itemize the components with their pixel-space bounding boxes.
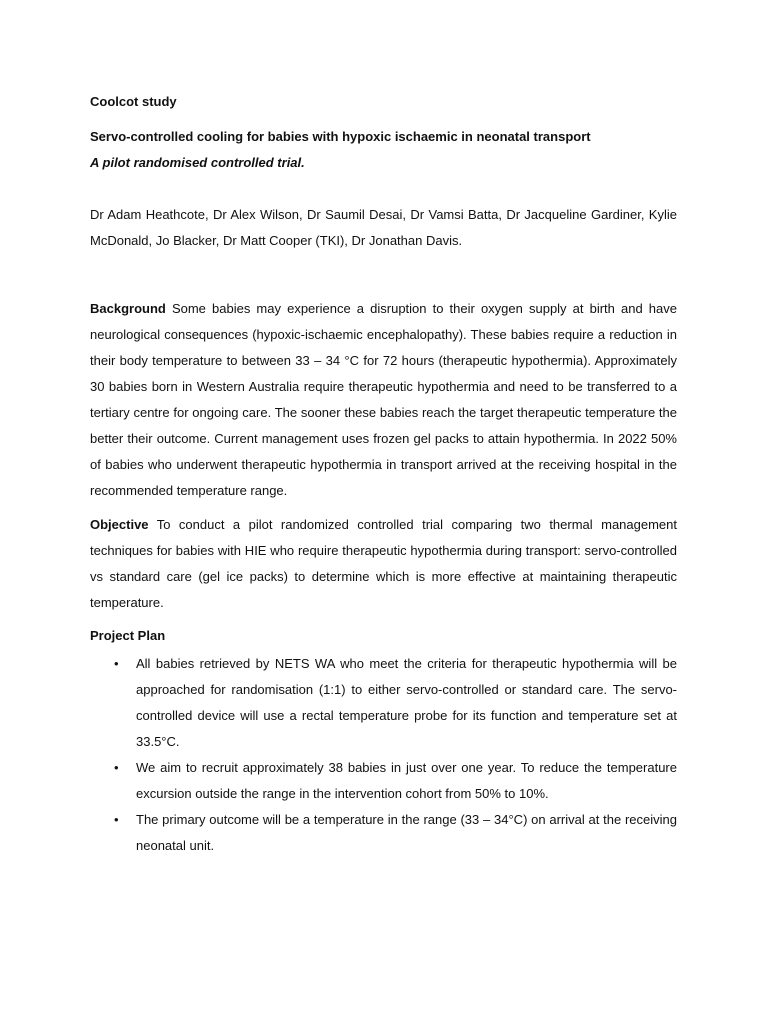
background-section [90, 296, 677, 504]
bullet-icon: • [114, 812, 119, 827]
bullet-icon: • [114, 656, 119, 671]
list-item [90, 807, 677, 859]
study-title: Coolcot study [90, 94, 177, 109]
paper-title: Servo-controlled cooling for babies with hypoxic ischaemic in neonatal transport [90, 129, 591, 144]
objective-section [90, 512, 677, 616]
bullet-icon: • [114, 760, 119, 775]
list-item-text: We aim to recruit approximately 38 babies in just over one year. To reduce the temperature excursion outside the range in the intervention cohort from 50% to 10%. [136, 760, 677, 801]
background-label: Background [90, 301, 166, 316]
author-list: Dr Adam Heathcote, Dr Alex Wilson, Dr Saumil Desai, Dr Vamsi Batta, Dr Jacqueline Gardiner, Kylie McDonald, Jo Blacker, Dr Matt Cooper (TKI), Dr Jonathan Davis. [90, 207, 677, 248]
project-plan-heading: Project Plan [90, 628, 166, 643]
paper-subtitle: A pilot randomised controlled trial. [90, 155, 305, 170]
objective-label: Objective [90, 517, 149, 532]
list-item-text: The primary outcome will be a temperature in the range (33 – 34°C) on arrival at the receiving neonatal unit. [136, 812, 677, 853]
list-item [90, 755, 677, 807]
list-item [90, 651, 677, 755]
background-text: Some babies may experience a disruption to their oxygen supply at birth and have neurological consequences (hypoxic-ischaemic encephalopathy). These babies require a reduction in their body temperature to between 33 – 34 °C for 72 hours (therapeutic hypothermia). Approximately 30 babies born in Western Australia require therapeutic hypothermia and need to be transferred to a tertiary centre for ongoing care. The sooner these babies reach the target therapeutic temperature the better their outcome. Current management uses frozen gel packs to attain hypothermia. In 2022 50% of babies who underwent therapeutic hypothermia in transport arrived at the receiving hospital in the recommended temperature range. [90, 301, 677, 498]
list-item-text: All babies retrieved by NETS WA who meet the criteria for therapeutic hypothermia will be approached for randomisation (1:1) to either servo-controlled or standard care. The servo-controlled device will use a rectal temperature probe for its function and temperature set at 33.5°C. [136, 656, 677, 749]
objective-text: To conduct a pilot randomized controlled trial comparing two thermal management techniques for babies with HIE who require therapeutic hypothermia during transport: servo-controlled vs standard care (gel ice packs) to determine which is more effective at maintaining therapeutic temperature. [90, 517, 677, 610]
project-plan-list [90, 651, 677, 859]
